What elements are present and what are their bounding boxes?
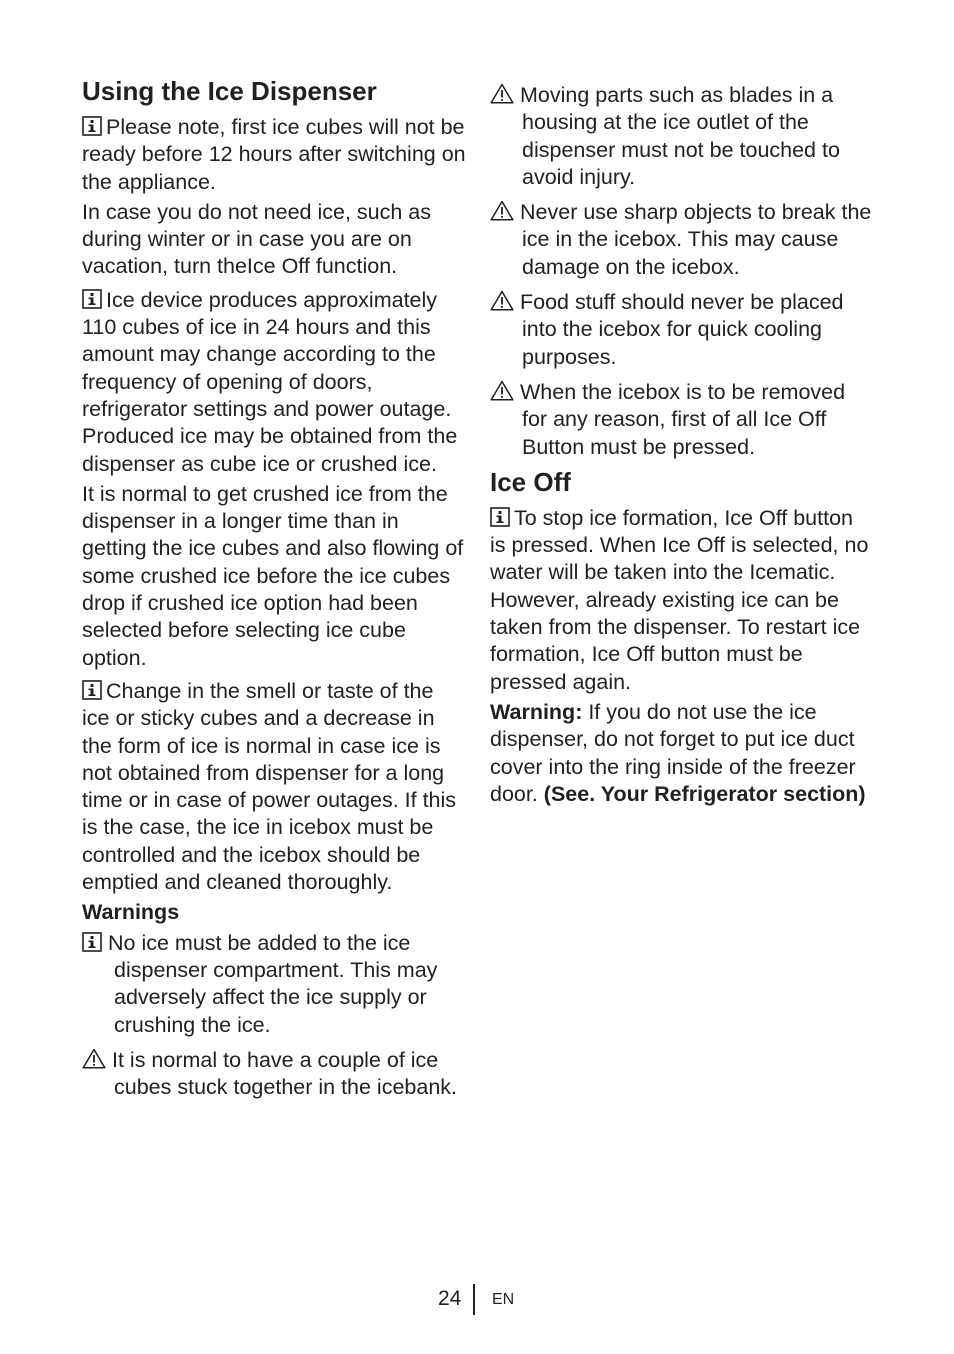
info-icon <box>82 116 102 136</box>
warning-triangle-icon <box>490 380 514 401</box>
warning-no-ice-added: No ice must be added to the ice dispenser compartment. This may adversely affect the ice supply or crushing the ice. <box>82 930 466 1039</box>
warning-triangle-icon <box>490 290 514 311</box>
section-title-ice-dispenser: Using the Ice Dispenser <box>82 76 377 106</box>
crushed-ice-note: It is normal to get crushed ice from the dispenser in a longer time than in getting the ice cubes and also flowing of some crushed ice before the ice cubes drop if crushed ice option had been selected before selecting ice cube option. <box>82 481 464 670</box>
warning-duct-cover: Warning: If you do not use the ice dispenser, do not forget to put ice duct cover into the ring inside of the freezer door. (See. Your Refrigerator section) <box>490 699 866 806</box>
warning-moving-parts: Moving parts such as blades in a housing at the ice outlet of the dispenser must not be touched to avoid injury. <box>490 82 874 191</box>
right-column <box>490 74 874 811</box>
warning-sharp-objects: Never use sharp objects to break the ice in the icebox. This may cause damage on the icebox. <box>490 199 874 281</box>
section-title-ice-off: Ice Off <box>490 466 571 497</box>
language-code: EN <box>492 1291 515 1308</box>
warnings-heading: Warnings <box>82 900 180 925</box>
warning-icebox-removal: When the icebox is to be removed for any reason, first of all Ice Off Button must be pressed. <box>490 379 874 461</box>
warning-food-stuff: Food stuff should never be placed into the icebox for quick cooling purposes. <box>490 289 874 371</box>
info-icon <box>82 289 102 309</box>
info-icon <box>490 507 510 527</box>
warning-triangle-icon <box>82 1048 106 1069</box>
left-column <box>82 74 466 1109</box>
page-footer <box>0 1284 954 1316</box>
warning-triangle-icon <box>490 83 514 104</box>
page-number: 24 <box>438 1287 462 1310</box>
refrigerator-section-reference: (See. Your Refrigerator section) <box>543 781 866 806</box>
note-first-ice: Please note, first ice cubes will not be ready before 12 hours after switching on the appliance. <box>82 115 466 194</box>
warning-label: Warning: <box>490 699 583 724</box>
ice-off-note: In case you do not need ice, such as during winter or in case you are on vacation, turn theIce Off function. <box>82 199 432 279</box>
info-icon <box>82 932 102 952</box>
note-ice-production: Ice device produces approximately 110 cubes of ice in 24 hours and this amount may change according to the frequency of opening of doors, refrigerator settings and power outage. Produced ice may be obtained from the dispenser as cube ice or crushed ice. <box>82 287 458 476</box>
info-icon <box>82 680 102 700</box>
warning-cubes-stuck: It is normal to have a couple of ice cubes stuck together in the icebank. <box>82 1047 466 1102</box>
warning-triangle-icon <box>490 200 514 221</box>
note-ice-off: To stop ice formation, Ice Off button is pressed. When Ice Off is selected, no water will be taken into the Icematic. However, already existing ice can be taken from the dispenser. To restart ice formation, Ice Off button must be pressed again. <box>490 505 869 694</box>
note-smell-taste: Change in the smell or taste of the ice or sticky cubes and a decrease in the form of ice is normal in case ice is not obtained from dispenser for a long time or in case of power outages. If this is the case, the ice in icebox must be controlled and the icebox should be emptied and cleaned thoroughly. <box>82 678 457 895</box>
footer-divider <box>473 1284 475 1315</box>
